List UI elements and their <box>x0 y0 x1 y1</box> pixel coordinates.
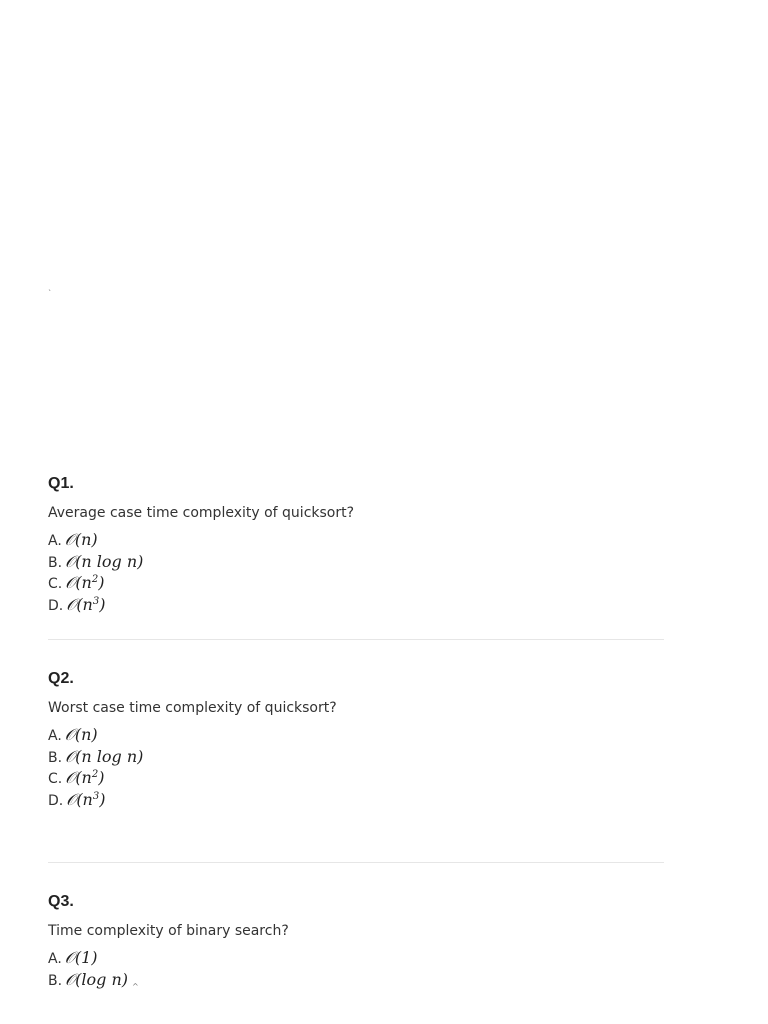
option-math: 𝒪(n) <box>64 725 98 744</box>
math-end: ) <box>99 594 106 614</box>
math-base: 𝒪(n <box>65 768 92 787</box>
option-math <box>65 768 104 787</box>
option-math <box>66 595 105 614</box>
option-b[interactable] <box>48 551 664 573</box>
option-math: 𝒪(n) <box>64 530 98 549</box>
math-exponent: 3 <box>92 790 100 802</box>
question-number: Q2. <box>48 670 74 687</box>
clipped-text-fragment: ^ <box>132 982 139 991</box>
option-letter: A. <box>48 951 62 967</box>
stray-mark: ` <box>48 289 52 298</box>
option-a[interactable] <box>48 724 664 746</box>
math-base: 𝒪(n <box>65 573 92 592</box>
option-b[interactable] <box>48 969 664 991</box>
math-exponent: 2 <box>91 769 99 780</box>
option-letter: B. <box>48 972 63 989</box>
option-c[interactable] <box>48 767 664 789</box>
question-3 <box>48 891 664 990</box>
option-math: 𝒪(n log n) <box>65 746 144 766</box>
quiz <box>48 473 664 1006</box>
question-number: Q3. <box>48 893 74 910</box>
options-list <box>48 947 664 990</box>
question-text: Average case time complexity of quicksort? <box>48 505 355 521</box>
option-math: 𝒪(log n) <box>65 969 129 989</box>
option-letter: B. <box>48 554 63 571</box>
option-b[interactable] <box>48 746 664 768</box>
math-base: 𝒪(n <box>66 594 93 614</box>
option-a[interactable] <box>48 947 664 969</box>
option-math: 𝒪(n log n) <box>65 551 144 571</box>
options-list <box>48 724 664 810</box>
option-letter: C. <box>48 576 63 592</box>
question-2 <box>48 668 664 862</box>
math-exponent: 3 <box>92 595 100 607</box>
option-a[interactable] <box>48 529 664 551</box>
option-math <box>65 573 104 592</box>
options-list <box>48 529 664 615</box>
option-letter: A. <box>48 533 62 549</box>
option-letter: D. <box>48 597 64 614</box>
divider <box>48 862 664 863</box>
option-letter: D. <box>48 792 64 809</box>
divider <box>48 639 664 640</box>
option-c[interactable] <box>48 572 664 594</box>
question-1 <box>48 473 664 639</box>
math-base: 𝒪(n <box>66 789 93 809</box>
option-letter: C. <box>48 771 63 787</box>
option-d[interactable] <box>48 594 664 616</box>
math-end: ) <box>98 768 105 787</box>
question-text: Worst case time complexity of quicksort? <box>48 700 337 716</box>
option-letter: B. <box>48 749 63 766</box>
math-end: ) <box>98 573 105 592</box>
math-exponent: 2 <box>91 574 99 585</box>
math-end: ) <box>99 789 106 809</box>
option-math: 𝒪(1) <box>64 948 98 967</box>
option-letter: A. <box>48 728 62 744</box>
question-text: Time complexity of binary search? <box>48 923 289 939</box>
question-number: Q1. <box>48 475 74 492</box>
option-math <box>66 790 105 809</box>
option-d[interactable] <box>48 789 664 811</box>
